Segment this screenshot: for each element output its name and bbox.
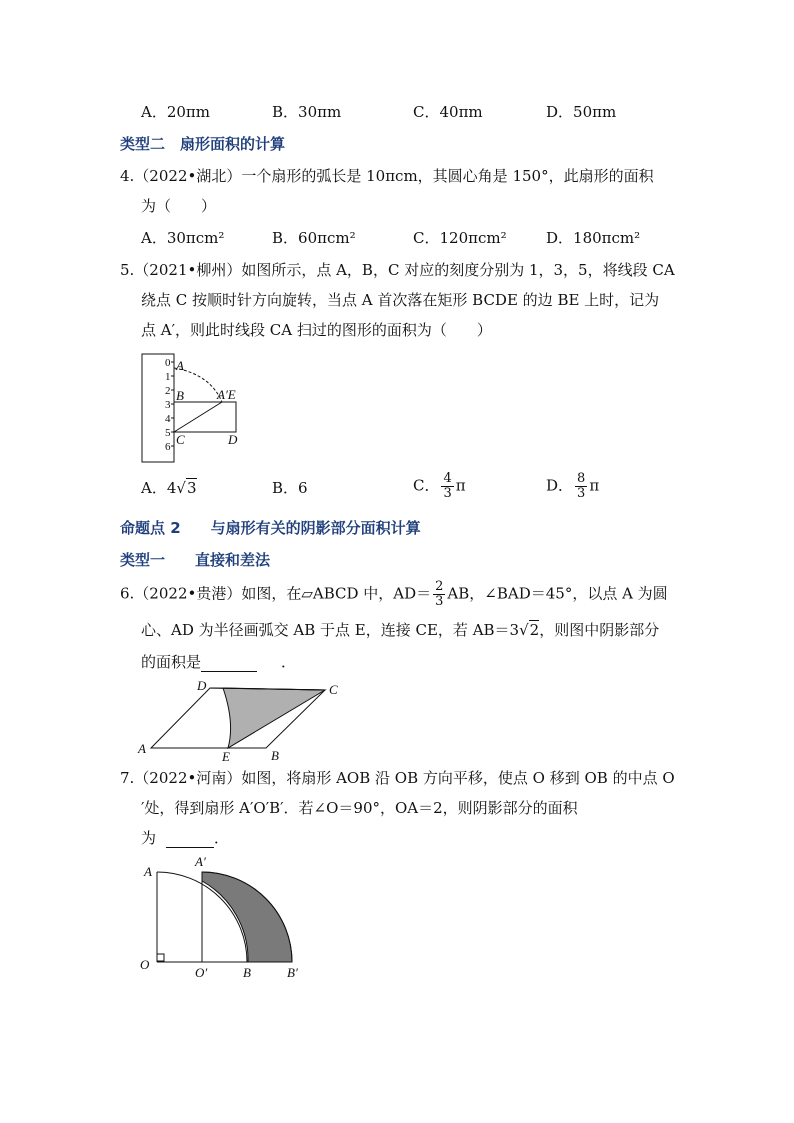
q5-ruler-ticks	[165, 357, 174, 453]
q5-tick-2: 2	[165, 385, 171, 397]
q7-shaded-region	[202, 872, 292, 962]
q4-option-b: B．60πcm²	[272, 229, 356, 247]
q5-option-d-prefix: D．	[546, 476, 574, 495]
q7-label-a: A	[144, 864, 152, 879]
q4-text-line2: 为（ ）	[141, 197, 217, 215]
q6-line1-suffix: AB，∠BAD＝45°，以点 A 为圆	[447, 584, 668, 603]
q6-text-line2: 心、AD 为半径画弧交 AB 于点 E，连接 CE，若 AB＝3√2，则图中阴影部分	[141, 621, 660, 639]
q6-line1-fraction	[433, 580, 445, 609]
q5-option-a-radicand: 3	[186, 479, 197, 497]
q6-label-c: C	[329, 682, 338, 697]
q5-option-d-numerator: 8	[577, 471, 586, 486]
q7-line3-prefix: 为	[141, 829, 157, 847]
q3-option-b: B．30πm	[272, 103, 342, 121]
q5-label-b: B	[176, 388, 184, 403]
q5-option-c-numerator: 4	[443, 471, 452, 486]
q7-text-line3	[141, 828, 229, 848]
q6-fraction-numerator: 2	[435, 579, 444, 594]
q5-tick-6: 6	[165, 441, 171, 453]
q3-option-c: C．40πm	[413, 103, 483, 121]
q7-sector-figure	[135, 852, 315, 982]
q5-rectangle-bcde	[174, 402, 236, 432]
q7-line3-suffix: ．	[214, 829, 230, 847]
q4-text-line1: 4.（2022•湖北）一个扇形的弧长是 10πcm，其圆心角是 150°，此扇形的面积	[120, 167, 654, 185]
q5-tick-5: 5	[165, 427, 171, 439]
q5-option-c	[413, 472, 466, 501]
q5-label-c: C	[176, 432, 185, 447]
q4-option-d: D．180πcm²	[546, 229, 641, 247]
q7-text-line2: ′处，得到扇形 A′O′B′．若∠O＝90°，OA＝2，则阴影部分的面积	[141, 799, 578, 817]
q5-label-ae: A′E	[217, 387, 236, 402]
q5-option-c-suffix: π	[455, 476, 466, 495]
section-heading-type2: 类型二 扇形面积的计算	[120, 135, 286, 153]
q5-label-d: D	[228, 432, 238, 447]
q6-shaded-region	[223, 688, 325, 748]
q6-answer-blank[interactable]	[201, 655, 257, 672]
q5-segment-ca-prime	[174, 402, 222, 432]
q6-fraction-denominator: 3	[435, 594, 444, 609]
q6-parallelogram-figure	[135, 678, 350, 764]
q5-option-c-fraction	[441, 472, 453, 501]
q5-option-a: A．4√3	[141, 479, 197, 497]
q5-text-line1: 5.（2021•柳州）如图所示，点 A，B，C 对应的刻度分别为 1，3，5，将线段 CA	[120, 261, 675, 279]
q4-option-a: A．30πcm²	[141, 229, 225, 247]
q5-ruler-rectangle-figure	[135, 350, 255, 468]
q5-option-b: B．6	[272, 479, 308, 497]
q7-right-angle-mark	[157, 954, 164, 961]
section-heading-type1: 类型一 直接和差法	[120, 551, 271, 569]
section-heading-point2: 命题点 2 与扇形有关的阴影部分面积计算	[120, 519, 421, 537]
q6-text-line3	[141, 652, 296, 672]
q6-label-d: D	[197, 678, 207, 693]
q6-line2-suffix: ，则图中阴影部分	[539, 621, 660, 639]
q5-tick-4: 4	[165, 413, 171, 425]
q7-label-b: B	[243, 965, 251, 980]
q5-option-d-suffix: π	[589, 476, 600, 495]
q7-label-a-prime: A′	[195, 854, 206, 869]
q5-option-d-fraction	[575, 472, 587, 501]
q6-line3-prefix: 的面积是	[141, 653, 202, 671]
q5-option-a-prefix: A．	[141, 479, 167, 497]
q7-label-o-prime: O′	[195, 965, 208, 980]
q6-line2-radicand: 2	[529, 621, 540, 639]
q5-tick-3: 3	[165, 399, 171, 411]
q3-option-d: D．50πm	[546, 103, 617, 121]
q7-text-line1: 7.（2022•河南）如图，将扇形 AOB 沿 OB 方向平移，使点 O 移到 OB 的中点 O	[120, 769, 675, 787]
q5-option-d	[546, 472, 599, 501]
q6-label-a: A	[138, 741, 146, 756]
q5-text-line2: 绕点 C 按顺时针方向旋转，当点 A 首次落在矩形 BCDE 的边 BE 上时，记为	[141, 291, 660, 309]
q6-line3-suffix: ．	[281, 653, 297, 671]
q5-label-a: A	[176, 358, 184, 373]
q5-tick-1: 1	[165, 371, 171, 383]
q7-answer-blank[interactable]	[166, 831, 214, 848]
q7-label-o: O	[140, 957, 150, 972]
q7-label-b-prime: B′	[287, 965, 298, 980]
q6-line1-prefix: 6.（2022•贵港）如图，在▱ABCD 中，AD＝	[120, 584, 432, 603]
q3-option-a: A．20πm	[141, 103, 211, 121]
q5-text-line3: 点 A′，则此时线段 CA 扫过的图形的面积为（ ）	[141, 321, 492, 339]
q6-line2-prefix: 心、AD 为半径画弧交 AB 于点 E，连接 CE，若 AB＝3	[141, 621, 520, 639]
q6-label-e: E	[222, 749, 230, 764]
q6-label-b: B	[271, 748, 279, 763]
q6-text-line1	[120, 580, 668, 609]
q5-option-c-denominator: 3	[443, 486, 452, 501]
q5-option-d-denominator: 3	[577, 486, 586, 501]
q5-option-a-coef: 4	[166, 479, 177, 497]
q5-tick-0: 0	[165, 357, 171, 369]
q5-option-c-prefix: C．	[413, 476, 440, 495]
q4-option-c: C．120πcm²	[413, 229, 507, 247]
